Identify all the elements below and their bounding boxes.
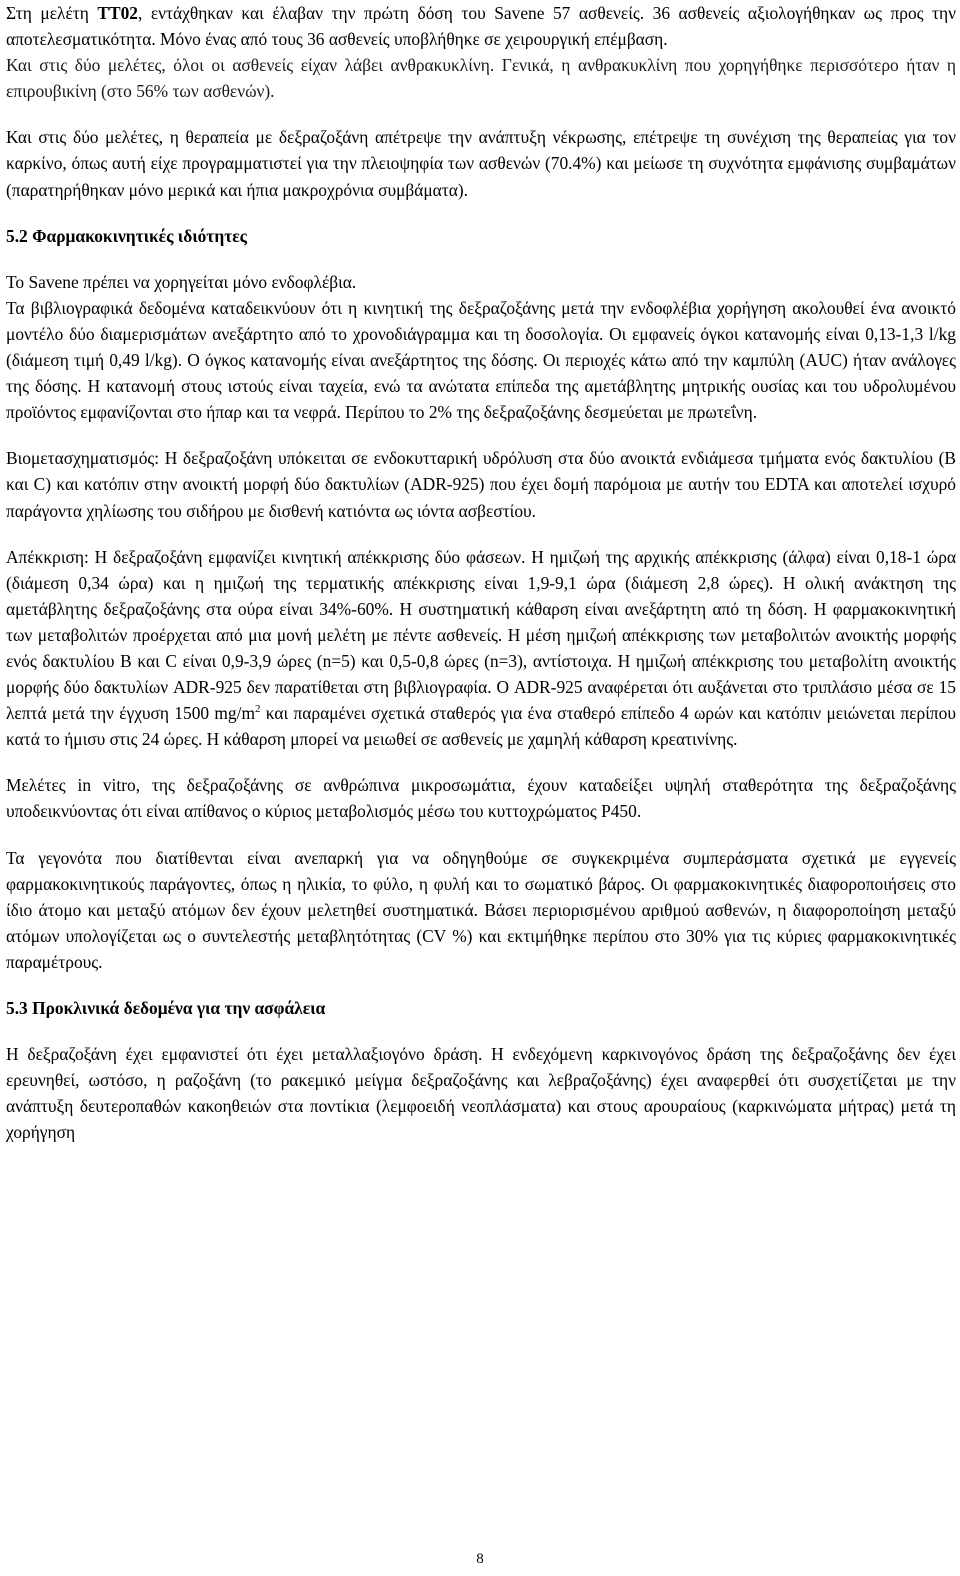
- paragraph-mutagenic: Η δεξραζοξάνη έχει εμφανιστεί ότι έχει μεταλλαξιογόνο δράση. Η ενδεχόμενη καρκινογόνος δράση της δεξραζοξάνης δεν έχει ερευνηθεί, ωστόσο, η ραζοξάνη (το ρακεμικό μείγμα δεξραζοξάνης και λεβραζοξάνης) έχει αναφερθεί ότι συσχετίζεται με την ανάπτυξη δευτεροπαθών κακοηθειών στα ποντίκια (λεμφοειδή νεοπλάσματα) και στους αρουραίους (καρκινώματα μήτρας) μετά τη χορήγηση: [6, 1044, 956, 1143]
- paragraph-biotransformation: Βιομετασχηματισμός: Η δεξραζοξάνη υπόκειται σε ενδοκυτταρική υδρόλυση στα δύο ανοικτά ενδιάμεσα τμήματα ενός δακτυλίου (B και C) και κατόπιν στην ανοικτή μορφή δύο δακτυλίων (ADR-925) που έχει δομή παρόμοια με αυτήν του EDTA και αποτελεί ισχυρό παράγοντα χηλίωσης του σιδήρου με δισθενή κατιόντα ως ιόντα ασβεστίου.: [6, 448, 956, 521]
- paragraph-tt02-study: [6, 0, 956, 52]
- document-page: [6, 0, 956, 1145]
- section-heading-5-2: 5.2 Φαρμακοκινητικές ιδιότητες: [6, 225, 247, 246]
- paragraph-iv-only: Το Savene πρέπει να χορηγείται μόνο ενδοφλέβια.: [6, 271, 357, 292]
- paragraph-pk-factors: Τα γεγονότα που διατίθενται είναι ανεπαρκή για να οδηγηθούμε σε συγκεκριμένα συμπεράσματα σχετικά με εγγενείς φαρμακοκινητικούς παράγοντες, όπως η ηλικία, το φύλο, η φυλή και το σωματικό βάρος. Οι φαρμακοκινητικές διαφοροποιήσεις στο ίδιο άτομο και μεταξύ ατόμων δεν έχουν μελετηθεί συστηματικά. Βάσει περιορισμένου αριθμού ασθενών, η διαφοροποίηση μεταξύ ατόμων υπολογίζεται ως ο συντελεστής μεταβλητότητας (CV %) και εκτιμήθηκε περίπου στο 30% για τις κύριες φαρμακοκινητικές παραμέτρους.: [6, 847, 956, 972]
- paragraph-text: Απέκκριση: Η δεξραζοξάνη εμφανίζει κινητική απέκκρισης δύο φάσεων. Η ημιζωή της αρχικής απέκκρισης (άλφα) είναι 0,18-1 ώρα (διάμεση 0,34 ώρα) και η ημιζωή της τερματικής απέκκρισης είναι 1,9-9,1 ώρα (διάμεση 2,8 ώρες). Η ολική ανάκτηση της αμετάβλητης δεξραζοξάνης στα ούρα είναι 34%-60%. Η συστηματική κάθαρση είναι ανεξάρτητη από τη δόση. Η φαρμακοκινητική των μεταβολιτών προέρχεται από μια μονή μελέτη με πέντε ασθενείς. Η μέση ημιζωή απέκκρισης των μεταβολιτών ανοικτής μορφής ενός δακτυλίου B και C είναι 0,9-3,9 ώρες (n=5) και 0,5-0,8 ώρες (n=3), αντίστοιχα. Η ημιζωή απέκκρισης του μεταβολίτη ανοικτής μορφής δύο δακτυλίων ADR-925 δεν παρατίθεται στη βιβλιογραφία. Ο ADR-925 αναφέρεται ότι αυξάνεται στο τριπλάσιο μέσα σε 15 λεπτά μετά την έγχυση 1500 mg/m: [6, 546, 956, 724]
- paragraph-text: και παραμένει σχετικά σταθερός για ένα σταθερό επίπεδο 4 ωρών και κατόπιν μειώνεται περίπου κατά το ήμισυ στις 24 ώρες. Η κάθαρση μπορεί να μειωθεί σε ασθενείς με χαμηλή κάθαρση κρεατινίνης.: [6, 703, 956, 750]
- paragraph-kinetics: Τα βιβλιογραφικά δεδομένα καταδεικνύουν ότι η κινητική της δεξραζοξάνης μετά την ενδοφλέβια χορήγηση ακολουθεί ένα ανοικτό μοντέλο δύο διαμερισμάτων ανεξάρτητο από το χρονοδιάγραμμα και τη δοσολογία. Οι εμφανείς όγκοι κατανομής είναι 0,13-1,3 l/kg (διάμεση τιμή 0,49 l/kg). Ο όγκος κατανομής είναι ανεξάρτητος της δόσης. Οι περιοχές κάτω από την καμπύλη (AUC) ήταν ανάλογες της δόσης. Η κατανομή στους ιστούς είναι ταχεία, ενώ τα ανώτατα επίπεδα της αμετάβλητης μητρικής ουσίας και του υδρολυμένου προϊόντος εμφανίζονται στο ήπαρ και τα νεφρά. Περίπου το 2% της δεξραζοξάνης δεσμεύεται με πρωτεΐνη.: [6, 297, 956, 423]
- paragraph-text: , εντάχθηκαν και έλαβαν την πρώτη δόση του Savene 57 ασθενείς. 36 ασθενείς αξιολογήθηκαν ως προς την αποτελεσματικότητα. Μόνο ένας από τους 36 ασθενείς υποβλήθηκε σε χειρουργική επέμβαση.: [6, 3, 956, 50]
- superscript: 2: [255, 703, 261, 716]
- page-number: 8: [476, 1551, 484, 1567]
- paragraph-efficacy-results: Και στις δύο μελέτες, η θεραπεία με δεξραζοξάνη απέτρεψε την ανάπτυξη νέκρωσης, επέτρεψε τη συνέχιση της θεραπείας για τον καρκίνο, όπως αυτή είχε προγραμματιστεί για την πλειοψηφία των ασθενών (70.4%) και μείωσε τη συχνότητα εμφάνισης συμβαμάτων (παρατηρήθηκαν μόνο μερικά και ήπια μακροχρόνια συμβάματα).: [6, 127, 956, 200]
- paragraph-excretion: [6, 544, 956, 753]
- paragraph-in-vitro: Μελέτες in vitro, της δεξραζοξάνης σε ανθρώπινα μικροσωμάτια, έχουν καταδείξει υψηλή σταθερότητα της δεξραζοξάνης υποδεικνύοντας ότι είναι απίθανος ο κύριος μεταβολισμός μέσω του κυττοχρώματος P450.: [6, 775, 956, 822]
- study-code: ΤΤ02: [97, 3, 138, 23]
- paragraph-anthracycline: Και στις δύο μελέτες, όλοι οι ασθενείς είχαν λάβει ανθρακυκλίνη. Γενικά, η ανθρακυκλίνη που χορηγήθηκε περισσότερο ήταν η επιρουβικίνη (στο 56% των ασθενών).: [6, 55, 956, 102]
- paragraph-text: Στη μελέτη: [6, 3, 98, 23]
- section-heading-5-3: 5.3 Προκλινικά δεδομένα για την ασφάλεια: [6, 998, 326, 1018]
